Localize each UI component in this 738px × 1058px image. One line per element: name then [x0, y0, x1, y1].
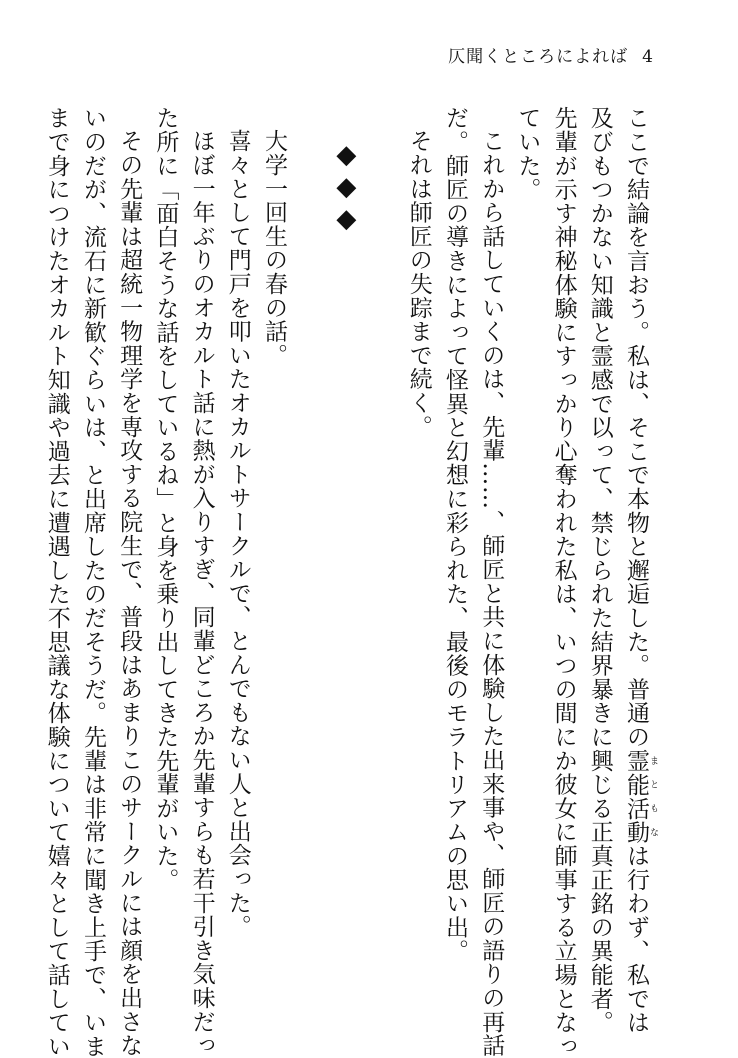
- text-line-16: いのだが、流石に新歓ぐらいは、と出席したのだそうだ。先輩は非常に聞き上手で、いま: [79, 106, 106, 1058]
- running-header: [448, 42, 654, 67]
- text-line-11: 大学一回生の春の話。: [260, 129, 287, 367]
- text-line-14: た所に「面白そうな話をしているね」と身を乗り出してきた先輩がいた。: [152, 106, 179, 892]
- text-line-5: これから話していくのは、先輩……、師匠と共に体験した出来事や、師匠の語りの再話: [478, 129, 505, 1058]
- text-line-12: 喜々として門戸を叩いたオカルトサークルで、とんでもない人と出会った。: [224, 129, 251, 939]
- vertical-body-text: [39, 106, 658, 1058]
- text-line-6: だ。師匠の導きによって怪異と幻想に彩られた、最後のモラトリアムの思い出。: [441, 106, 468, 963]
- text-line-4: ていた。: [514, 106, 541, 202]
- blank-line: [364, 106, 400, 966]
- text-line-13: ほぼ一年ぶりのオカルト話に熱が入りすぎ、同輩どころか先輩すらも若干引き気味だっ: [188, 129, 215, 1058]
- text-line-17: まで身につけたオカルト知識や過去に遭遇した不思議な体験について嬉々として話してい: [43, 106, 70, 1058]
- page-number: 4: [642, 47, 654, 67]
- text-line-1: ここで結論を言おう。私は、そこで本物と邂逅した。普通の霊能活動 まともなは行わず、私では: [623, 106, 658, 1035]
- blank-line: [292, 106, 328, 966]
- book-title: 仄聞くところによれば: [448, 47, 629, 67]
- text-line-3: 先輩が示す神秘体験にすっかり心奪われた私は、いつの間にか彼女に師事する立場となっ: [550, 106, 577, 1058]
- ruby-annotation: 霊能活動 まともな: [623, 748, 658, 844]
- text-line-2: 及びもつかない知識と霊感で以って、禁じられた結界暴きに興じる正真正銘の異能者。: [586, 106, 613, 1035]
- text-line-15: その先輩は超統一物理学を専攻する院生で、普段はあまりこのサークルには顔を出さな: [116, 129, 143, 1058]
- section-break-diamonds: ◆◆◆: [331, 140, 362, 236]
- text-line-7: それは師匠の失踪まで続く。: [405, 129, 432, 439]
